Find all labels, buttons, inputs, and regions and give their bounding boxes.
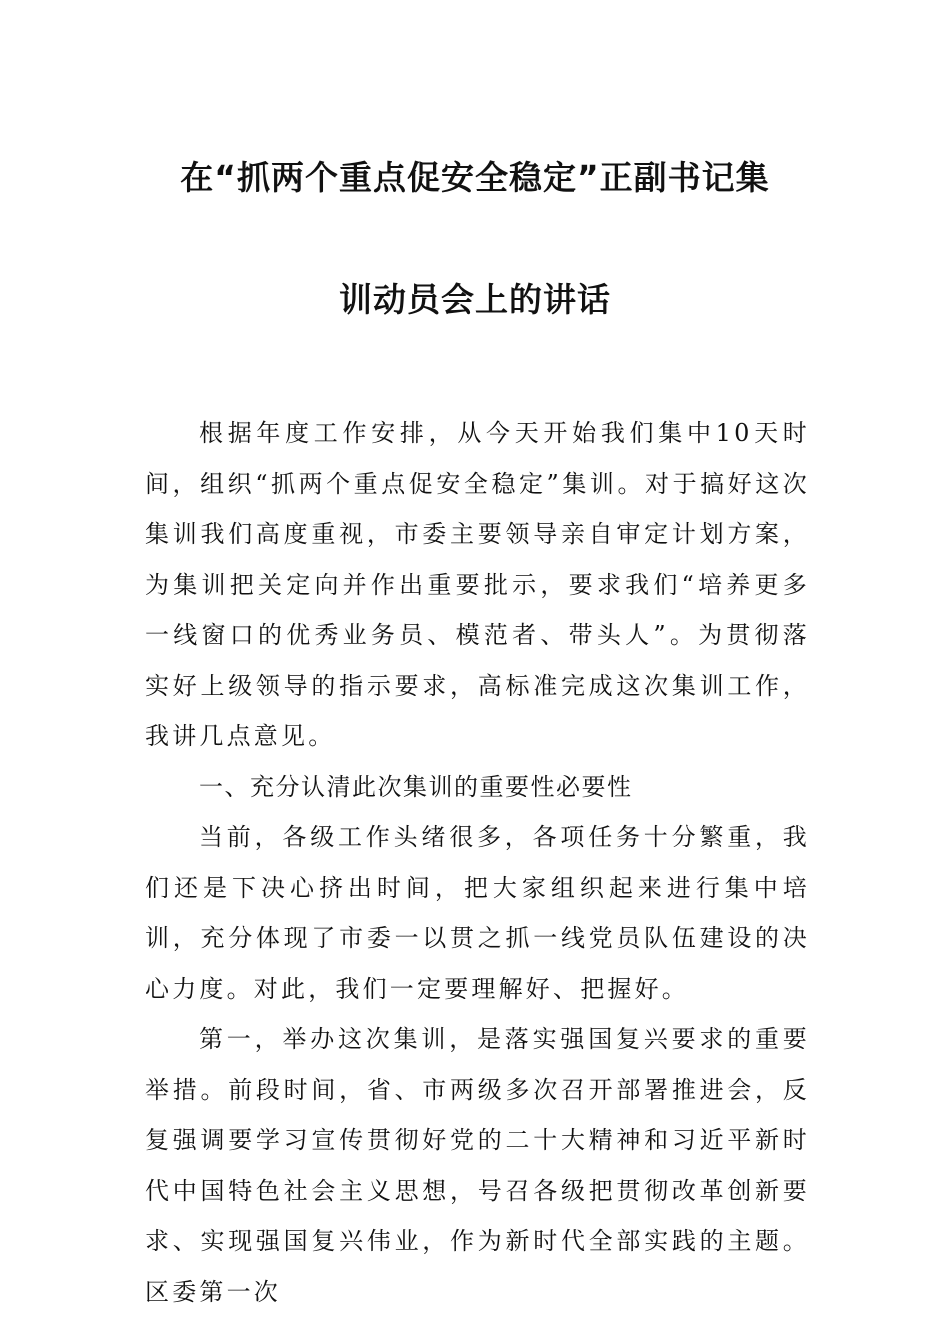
document-body (145, 408, 810, 1317)
document-title-line-1: 在“抓两个重点促安全稳定”正副书记集 (180, 158, 770, 197)
paragraph-section1-intro: 当前，各级工作头绪很多，各项任务十分繁重，我们还是下决心挤出时间，把大家组织起来进行集中培训，充分体现了市委一以贯之抓一线党员队伍建设的决心力度。对此，我们一定要理解好、把握好。 (145, 823, 810, 1003)
document-title-line-2: 训动员会上的讲话 (339, 280, 611, 319)
section-heading-1: 一、充分认清此次集训的重要性必要性 (199, 772, 633, 801)
paragraph-point-1: 第一，举办这次集训，是落实强国复兴要求的重要举措。前段时间，省、市两级多次召开部署推进会，反复强调要学习宣传贯彻好党的二十大精神和习近平新时代中国特色社会主义思想，号召各级把贯彻改革创新要求、实现强国复兴伟业，作为新时代全部实践的主题。区委第一次 (145, 1025, 810, 1306)
paragraph-intro: 根据年度工作安排，从今天开始我们集中10天时间，组织“抓两个重点促安全稳定”集训。对于搞好这次集训我们高度重视，市委主要领导亲自审定计划方案，为集训把关定向并作出重要批示，要求我们“培养更多一线窗口的优秀业务员、模范者、带头人”。为贯彻落实好上级领导的指示要求，高标准完成这次集训工作，我讲几点意见。 (145, 419, 810, 750)
